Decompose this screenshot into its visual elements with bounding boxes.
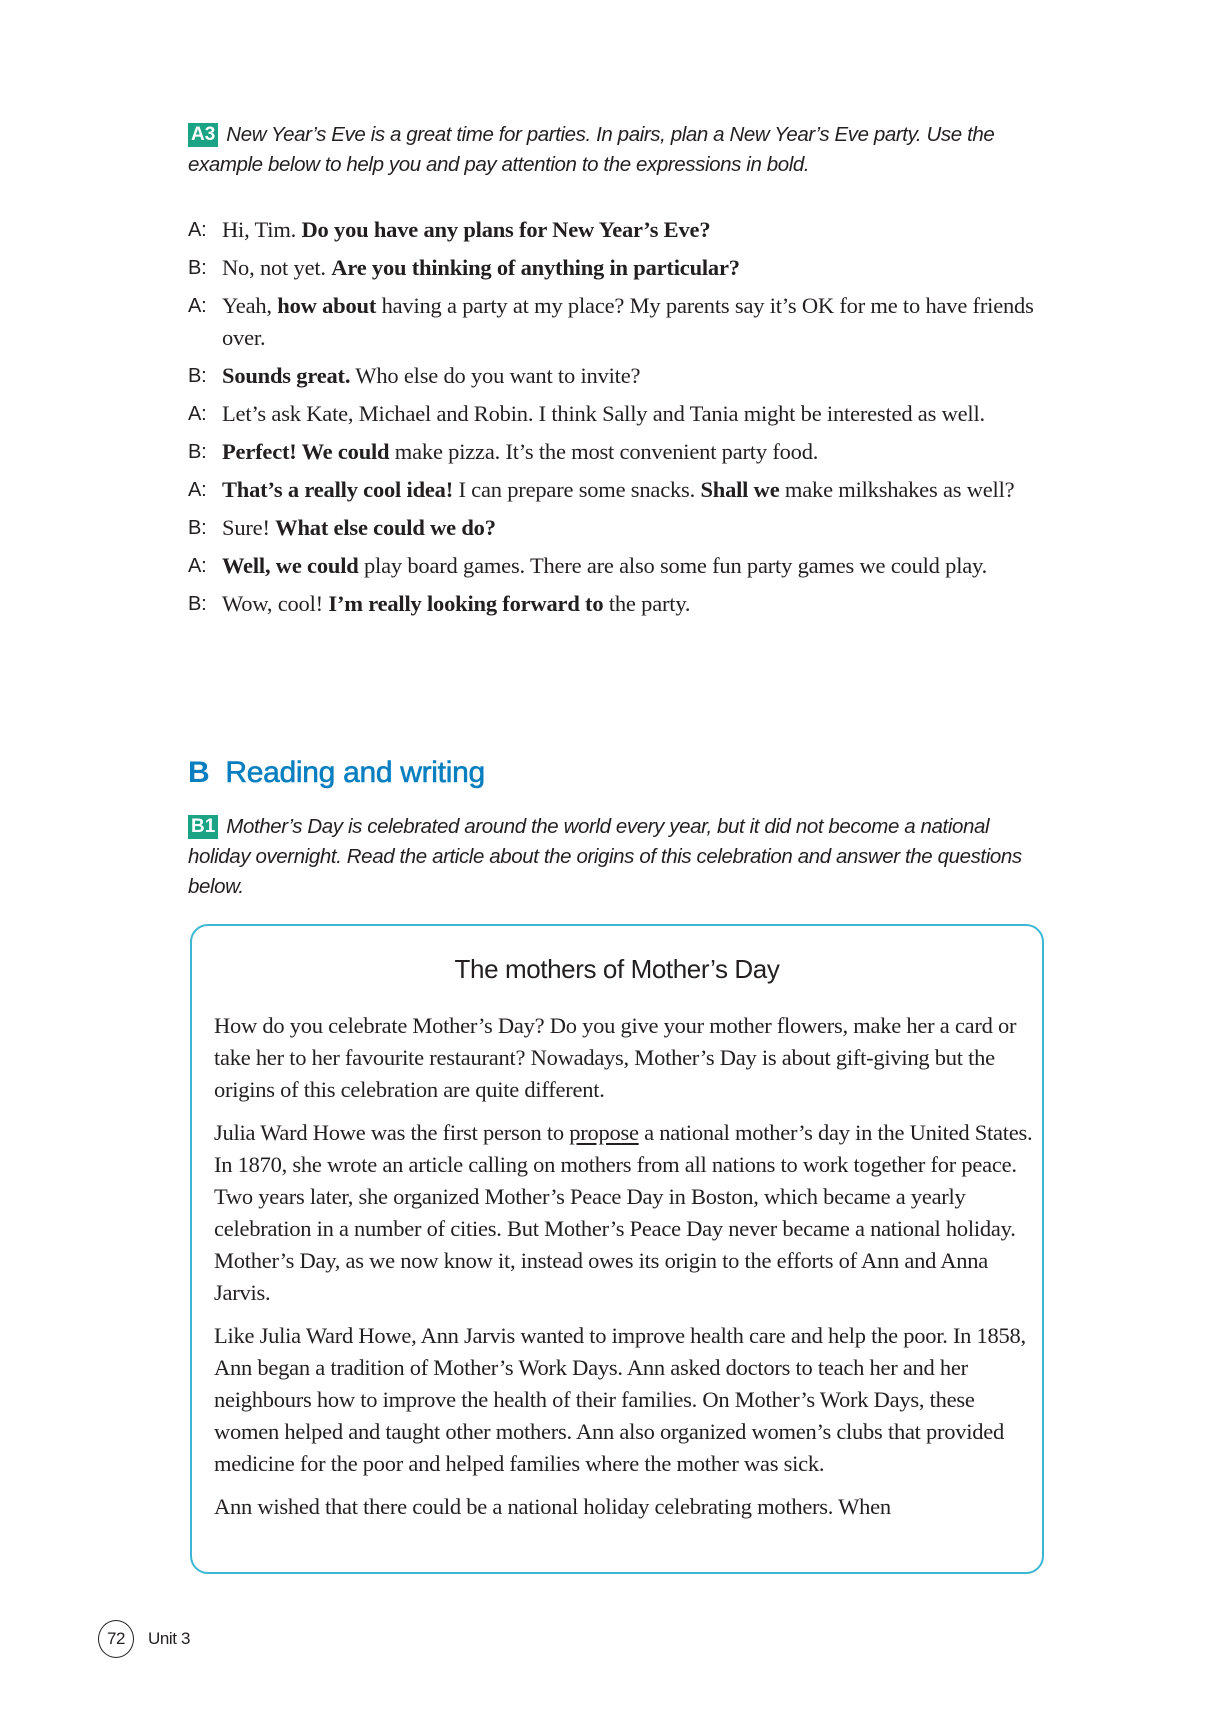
page-number: 72 <box>98 1620 134 1658</box>
section-heading <box>188 756 485 790</box>
speaker-label: B: <box>188 593 207 615</box>
speaker-label: A: <box>188 403 207 425</box>
section-letter: B <box>188 756 210 789</box>
dialogue-text: Hi, Tim. <box>222 217 302 242</box>
speaker-label: A: <box>188 219 207 241</box>
article-body <box>214 1010 1034 1534</box>
bold-expression: Are you thinking of anything in particular? <box>331 255 740 280</box>
dialogue-line <box>188 214 1058 246</box>
speaker-label: B: <box>188 517 207 539</box>
article-paragraph-1: How do you celebrate Mother’s Day? Do you give your mother flowers, make her a card or take her to her favourite restaurant? Nowadays, Mother’s Day is about gift-giving but the origins of this celebration are quite different. <box>214 1013 1017 1102</box>
article-title: The mothers of Mother’s Day <box>454 954 780 984</box>
dialogue-line <box>188 474 1058 506</box>
dialogue-line <box>188 290 1058 354</box>
speaker-label: B: <box>188 365 207 387</box>
dialogue-line <box>188 588 1058 620</box>
dialogue-text: having a party at my place? My parents say it’s OK for me to have friends over. <box>222 293 1034 350</box>
dialogue-line <box>188 436 1058 468</box>
speaker-label: A: <box>188 479 207 501</box>
article-paragraph-3: Like Julia Ward Howe, Ann Jarvis wanted to improve health care and help the poor. In 1858, Ann began a tradition of Mother’s Work Days. Ann asked doctors to teach her and her neighbours how to improve the health of their families. On Mother’s Work Days, these women helped and taught other mothers. Ann also organized women’s clubs that provided medicine for the poor and helped families where the mother was sick. <box>214 1323 1026 1476</box>
bold-expression: That’s a really cool idea! <box>222 477 454 502</box>
a3-instruction <box>188 120 1048 180</box>
dialogue-text: make pizza. It’s the most convenient party food. <box>389 439 819 464</box>
page-footer <box>98 1620 190 1658</box>
article-paragraph-2 <box>214 1117 1034 1309</box>
b1-instruction-text: Mother’s Day is celebrated around the world every year, but it did not become a national holiday overnight. Read the article about the origins of this celebration and answer the questions below. <box>188 815 1022 898</box>
section-title: Reading and writing <box>225 756 485 789</box>
speaker-label: A: <box>188 295 207 317</box>
article-box <box>190 924 1044 1574</box>
speaker-label: A: <box>188 555 207 577</box>
dialogue-line <box>188 398 1058 430</box>
bold-expression: Do you have any plans for New Year’s Eve? <box>301 217 711 242</box>
unit-label: Unit 3 <box>148 1629 191 1648</box>
dialogue-line <box>188 360 1058 392</box>
dialogue-text: Yeah, <box>222 293 278 318</box>
dialogue-line <box>188 252 1058 284</box>
dialogue-text: Who else do you want to invite? <box>350 363 641 388</box>
dialogue <box>188 214 1058 626</box>
article-paragraph-4: Ann wished that there could be a national holiday celebrating mothers. When <box>214 1494 891 1519</box>
a3-instruction-text: New Year’s Eve is a great time for parties. In pairs, plan a New Year’s Eve party. Use the example below to help you and pay attention to the expressions in bold. <box>188 123 995 176</box>
bold-expression: Perfect! We could <box>222 439 390 464</box>
bold-expression: how about <box>277 293 377 318</box>
dialogue-text: Wow, cool! <box>222 591 329 616</box>
dialogue-text: I can prepare some snacks. <box>453 477 701 502</box>
bold-expression: Well, we could <box>222 553 359 578</box>
bold-expression: I’m really looking forward to <box>328 591 604 616</box>
bold-expression: Sounds great. <box>222 363 351 388</box>
b1-badge: B1 <box>188 815 218 839</box>
vocab-word-propose: propose <box>569 1120 639 1145</box>
p2-before: Julia Ward Howe was the first person to <box>214 1120 570 1145</box>
dialogue-text: the party. <box>603 591 691 616</box>
b1-instruction <box>188 812 1048 902</box>
dialogue-text: Sure! <box>222 515 276 540</box>
dialogue-line <box>188 550 1058 582</box>
bold-expression: Shall we <box>700 477 780 502</box>
bold-expression: What else could we do? <box>275 515 496 540</box>
p2-after: a national mother’s day in the United States. In 1870, she wrote an article calling on mothers from all nations to work together for peace. Two years later, she organized Mother’s Peace Day in Boston, which became a yearly celebration in a number of cities. But Mother’s Peace Day never became a national holiday. Mother’s Day, as we now know it, instead owes its origin to the efforts of Ann and Anna Jarvis. <box>214 1120 1033 1305</box>
speaker-label: B: <box>188 257 207 279</box>
dialogue-text: Let’s ask Kate, Michael and Robin. I think Sally and Tania might be interested as well. <box>222 401 985 426</box>
speaker-label: B: <box>188 441 207 463</box>
dialogue-line <box>188 512 1058 544</box>
dialogue-text: No, not yet. <box>222 255 332 280</box>
dialogue-text: play board games. There are also some fun party games we could play. <box>358 553 988 578</box>
dialogue-text: make milkshakes as well? <box>779 477 1015 502</box>
a3-badge: A3 <box>188 123 218 147</box>
